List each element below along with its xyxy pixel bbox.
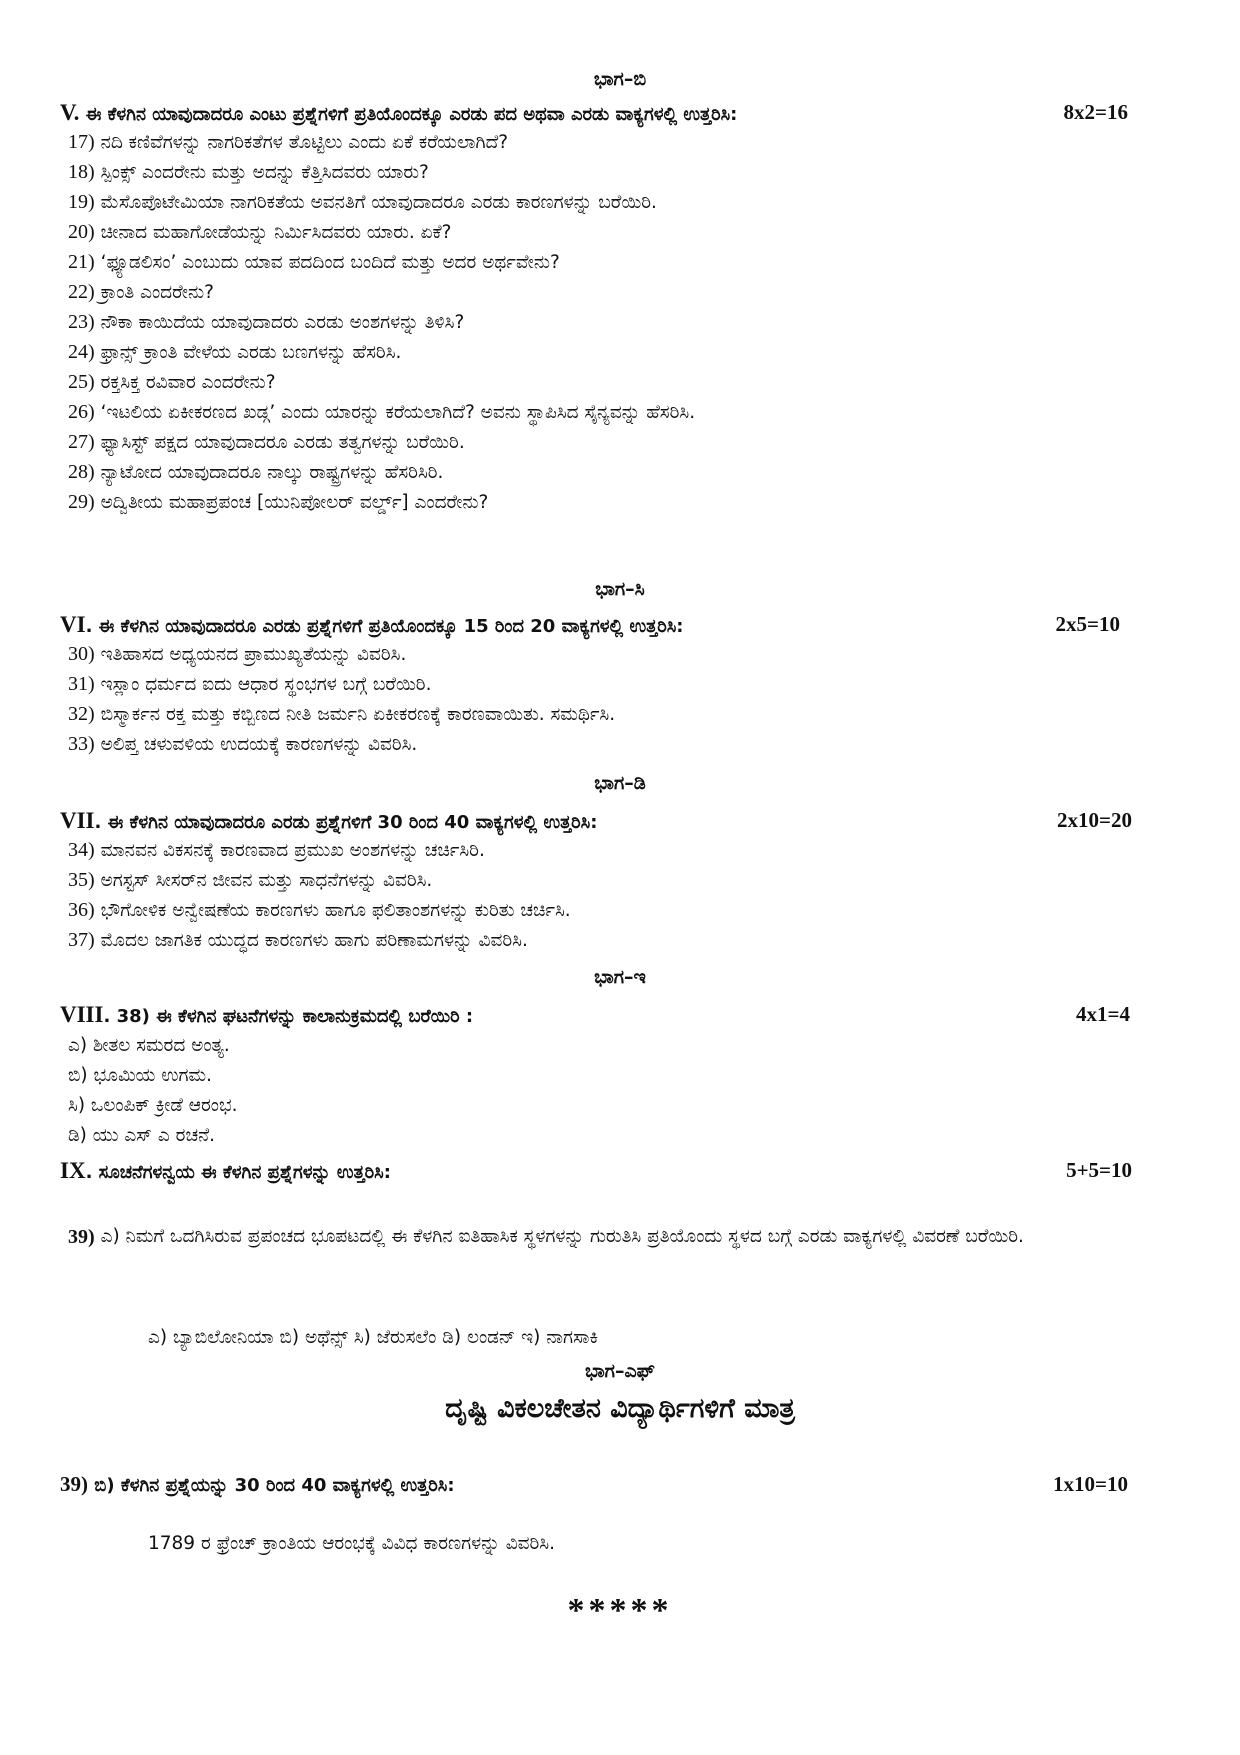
question-number: 37) (68, 929, 95, 951)
question-number: 30) (68, 643, 95, 665)
question-27 (68, 430, 465, 455)
section-v-text: ಈ ಕೆಳಗಿನ ಯಾವುದಾದರೂ ಎಂಟು ಪ್ರಶ್ನೆಗಳಿಗೆ ಪ್ರತಿಯೊಂದಕ್ಕೂ ಎರಡು ಪದ ಅಥವಾ ಎರಡು ವಾಕ್ಯಗಳಲ್ಲಿ ಉತ್ತರಿಸಿ: (85, 104, 738, 125)
question-text: ಬಿ) ಕೆಳಗಿನ ಪ್ರಶ್ನೆಯನ್ನು 30 ರಿಂದ 40 ವಾಕ್ಯಗಳಲ್ಲಿ ಉತ್ತರಿಸಿ: (94, 1475, 455, 1496)
section-vi-text: . ಈ ಕೆಳಗಿನ ಯಾವುದಾದರೂ ಎರಡು ಪ್ರಶ್ನೆಗಳಿಗೆ ಪ್ರತಿಯೊಂದಕ್ಕೂ 15 ರಿಂದ 20 ವಾಕ್ಯಗಳಲ್ಲಿ ಉತ್ತರಿಸಿ: (85, 616, 684, 637)
question-number: 35) (68, 869, 95, 891)
question-text: ಎ) ನಿಮಗೆ ಒದಗಿಸಿರುವ ಪ್ರಪಂಚದ ಭೂಪಟದಲ್ಲಿ ಈ ಕೆಳಗಿನ ಐತಿಹಾಸಿಕ ಸ್ಥಳಗಳನ್ನು ಗುರುತಿಸಿ ಪ್ರತಿಯೊಂದು ಸ್ಥಳದ ಬಗ್ಗೆ ಎರಡು ವಾಕ್ಯಗಳಲ್ಲಿ ವಿವರಣೆ ಬರೆಯಿರಿ. (100, 1226, 1024, 1247)
question-number: 21) (68, 251, 95, 273)
question-23 (68, 310, 464, 335)
question-text: ನದಿ ಕಣಿವೆಗಳನ್ನು ನಾಗರಿಕತೆಗಳ ತೊಟ್ಟಿಲು ಎಂದು ಏಕೆ ಕರೆಯಲಾಗಿದೆ? (100, 132, 509, 153)
question-number: 19) (68, 191, 95, 213)
question-20 (68, 220, 451, 245)
question-number: 24) (68, 341, 95, 363)
question-39b (60, 1472, 1160, 1497)
part-e-heading: ಭಾಗ–ಇ (594, 966, 646, 988)
section-viii-marks: 4x1=4 (1076, 1002, 1130, 1026)
part-c-heading: ಭಾಗ–ಸಿ (595, 578, 645, 600)
question-29 (68, 490, 488, 515)
section-vi-number: VI (60, 612, 86, 637)
chronology-item-d: ಡಿ) ಯು ಎಸ್ ಎ ರಚನೆ. (68, 1125, 215, 1146)
question-text: ಚೀನಾದ ಮಹಾಗೋಡೆಯನ್ನು ನಿರ್ಮಿಸಿದವರು ಯಾರು. ಏಕೆ? (100, 222, 452, 243)
question-24 (68, 340, 401, 365)
chronology-item-a: ಎ) ಶೀತಲ ಸಮರದ ಅಂತ್ಯ. (68, 1035, 230, 1056)
question-number: 32) (68, 703, 95, 725)
question-text: ಬಿಸ್ಮಾರ್ಕನ ರಕ್ತ ಮತ್ತು ಕಬ್ಬಿಣದ ನೀತಿ ಜರ್ಮನಿ ಏಕೀಕರಣಕ್ಕೆ ಕಾರಣವಾಯಿತು. ಸಮರ್ಥಿಸಿ. (100, 704, 616, 725)
question-39b-body: 1789 ರ ಫ್ರೆಂಚ್ ಕ್ರಾಂತಿಯ ಆರಂಭಕ್ಕೆ ವಿವಿಧ ಕಾರಣಗಳನ್ನು ವಿವರಿಸಿ. (148, 1533, 555, 1554)
question-text: ಇಸ್ಲಾಂ ಧರ್ಮದ ಐದು ಆಧಾರ ಸ್ಥಂಭಗಳ ಬಗ್ಗೆ ಬರೆಯಿರಿ. (100, 674, 432, 695)
section-ix-marks: 5+5=10 (1066, 1158, 1132, 1182)
question-17 (68, 130, 508, 155)
question-number: 22) (68, 281, 95, 303)
question-39b-marks: 1x10=10 (1053, 1472, 1128, 1496)
question-text: ಮಾನವನ ವಿಕಸನಕ್ಕೆ ಕಾರಣವಾದ ಪ್ರಮುಖ ಅಂಶಗಳನ್ನು ಚರ್ಚಿಸಿರಿ. (100, 840, 485, 861)
question-number: 31) (68, 673, 95, 695)
section-viii-instruction (60, 1002, 1160, 1028)
question-37 (68, 928, 528, 953)
question-text: ಅಗಸ್ಟಸ್ ಸೀಸರ್‌ನ ಜೀವನ ಮತ್ತು ಸಾಧನೆಗಳನ್ನು ವಿವರಿಸಿ. (100, 870, 433, 891)
section-vi-marks: 2x5=10 (1055, 612, 1120, 636)
section-v-number: V. (60, 100, 80, 125)
question-text: ಕ್ರಾಂತಿ ಎಂದರೇನು? (100, 282, 214, 303)
question-number: 20) (68, 221, 95, 243)
question-text: ಸ್ಪಿಂಕ್ಸ್ ಎಂದರೇನು ಮತ್ತು ಅದನ್ನು ಕೆತ್ತಿಸಿದವರು ಯಾರು? (100, 162, 429, 183)
question-text: ಫ್ರಾನ್ಸ್ ಕ್ರಾಂತಿ ವೇಳೆಯ ಎರಡು ಬಣಗಳನ್ನು ಹೆಸರಿಸಿ. (100, 342, 402, 363)
end-of-paper-marker: ***** (567, 1592, 673, 1629)
question-number: 39) (60, 1472, 88, 1496)
question-30 (68, 642, 406, 667)
section-v-marks: 8x2=16 (1063, 100, 1128, 124)
chronology-item-c: ಸಿ) ಒಲಂಪಿಕ್ ಕ್ರೀಡೆ ಆರಂಭ. (68, 1095, 238, 1116)
section-v-instruction (60, 100, 1160, 126)
question-25 (68, 370, 276, 395)
question-text: ಫ್ಯಾಸಿಸ್ಟ್ ಪಕ್ಷದ ಯಾವುದಾದರೂ ಎರಡು ತತ್ವಗಳನ್ನು ಬರೆಯಿರಿ. (100, 432, 465, 453)
question-22 (68, 280, 214, 305)
question-number: 17) (68, 131, 95, 153)
question-text: ಅದ್ವಿತೀಯ ಮಹಾಪ್ರಪಂಚ [ಯುನಿಪೋಲರ್ ವರ್ಲ್ಡ್] ಎಂದರೇನು? (100, 492, 489, 513)
question-39a (68, 1222, 1168, 1253)
part-f-title: ದೃಷ್ಟಿ ವಿಕಲಚೇತನ ವಿದ್ಯಾರ್ಥಿಗಳಿಗೆ ಮಾತ್ರ (445, 1393, 795, 1424)
section-vii-marks: 2x10=20 (1057, 808, 1132, 832)
question-number: 29) (68, 491, 95, 513)
question-19 (68, 190, 657, 215)
question-number: 23) (68, 311, 95, 333)
section-ix-number: IX (60, 1158, 86, 1183)
question-text: ರಕ್ತಸಿಕ್ತ ರವಿವಾರ ಎಂದರೇನು? (100, 372, 276, 393)
question-text: ‘ಇಟಲಿಯ ಏಕೀಕರಣದ ಖಡ್ಗ’ ಎಂದು ಯಾರನ್ನು ಕರೆಯಲಾಗಿದೆ? ಅವನು ಸ್ಥಾಪಿಸಿದ ಸೈನ್ಯವನ್ನು ಹೆಸರಿಸಿ. (100, 402, 696, 423)
question-26 (68, 400, 695, 425)
section-viii-number: VIII (60, 1002, 104, 1027)
question-34 (68, 838, 485, 863)
question-36 (68, 898, 571, 923)
question-number: 27) (68, 431, 95, 453)
section-vii-number: VII (60, 808, 95, 833)
section-viii-text: . 38) ಈ ಕೆಳಗಿನ ಘಟನೆಗಳನ್ನು ಕಾಲಾನುಕ್ರಮದಲ್ಲಿ ಬರೆಯಿರಿ : (103, 1006, 474, 1027)
question-number: 26) (68, 401, 95, 423)
question-number: 39) (68, 1226, 95, 1248)
question-text: ನೌಕಾ ಕಾಯಿದೆಯ ಯಾವುದಾದರು ಎರಡು ಅಂಶಗಳನ್ನು ತಿಳಿಸಿ? (100, 312, 465, 333)
question-number: 33) (68, 733, 95, 755)
historic-places-list: ಎ) ಬ್ಯಾಬಿಲೋನಿಯಾ ಬಿ) ಅಥೆನ್ಸ್ ಸಿ) ಜೆರುಸಲೆಂ ಡಿ) ಲಂಡನ್ ಇ) ನಾಗಸಾಕಿ (148, 1327, 599, 1348)
question-text: ಭೌಗೋಳಿಕ ಅನ್ವೇಷಣೆಯ ಕಾರಣಗಳು ಹಾಗೂ ಫಲಿತಾಂಶಗಳನ್ನು ಕುರಿತು ಚರ್ಚಿಸಿ. (100, 900, 571, 921)
question-number: 34) (68, 839, 95, 861)
question-31 (68, 672, 431, 697)
question-text: ‘ಫ್ಯೂಡಲಿಸಂ’ ಎಂಬುದು ಯಾವ ಪದದಿಂದ ಬಂದಿದೆ ಮತ್ತು ಅದರ ಅರ್ಥವೇನು? (100, 252, 560, 273)
question-number: 25) (68, 371, 95, 393)
question-text: ಇತಿಹಾಸದ ಅಧ್ಯಯನದ ಪ್ರಾಮುಖ್ಯತೆಯನ್ನು ವಿವರಿಸಿ. (100, 644, 407, 665)
section-ix-text: . ಸೂಚನೆಗಳನ್ವಯ ಈ ಕೆಳಗಿನ ಪ್ರಶ್ನೆಗಳನ್ನು ಉತ್ತರಿಸಿ: (85, 1162, 391, 1183)
question-text: ಮೊದಲ ಜಾಗತಿಕ ಯುದ್ಧದ ಕಾರಣಗಳು ಹಾಗು ಪರಿಣಾಮಗಳನ್ನು ವಿವರಿಸಿ. (100, 930, 528, 951)
question-number: 18) (68, 161, 95, 183)
section-vii-instruction (60, 808, 1160, 834)
question-33 (68, 732, 417, 757)
part-b-heading: ಭಾಗ–ಬಿ (593, 68, 647, 90)
question-text: ನ್ಯಾಟೋದ ಯಾವುದಾದರೂ ನಾಲ್ಕು ರಾಷ್ಟ್ರಗಳನ್ನು ಹೆಸರಿಸಿರಿ. (100, 462, 444, 483)
section-vi-instruction (60, 612, 1160, 638)
question-text: ಅಲಿಪ್ತ ಚಳುವಳಿಯ ಉದಯಕ್ಕೆ ಕಾರಣಗಳನ್ನು ವಿವರಿಸಿ. (100, 734, 418, 755)
chronology-item-b: ಬಿ) ಭೂಮಿಯ ಉಗಮ. (68, 1065, 212, 1086)
section-ix-instruction (60, 1158, 1160, 1184)
question-text: ಮೆಸೊಪೊಟೇಮಿಯಾ ನಾಗರಿಕತೆಯ ಅವನತಿಗೆ ಯಾವುದಾದರೂ ಎರಡು ಕಾರಣಗಳನ್ನು ಬರೆಯಿರಿ. (100, 192, 657, 213)
question-28 (68, 460, 443, 485)
question-32 (68, 702, 615, 727)
question-21 (68, 250, 560, 275)
part-d-heading: ಭಾಗ–ಡಿ (594, 772, 646, 794)
section-vii-text: . ಈ ಕೆಳಗಿನ ಯಾವುದಾದರೂ ಎರಡು ಪ್ರಶ್ನೆಗಳಿಗೆ 30 ರಿಂದ 40 ವಾಕ್ಯಗಳಲ್ಲಿ ಉತ್ತರಿಸಿ: (94, 812, 598, 833)
question-18 (68, 160, 429, 185)
part-f-heading: ಭಾಗ–ಎಫ್ (585, 1360, 655, 1382)
question-number: 36) (68, 899, 95, 921)
question-number: 28) (68, 461, 95, 483)
question-35 (68, 868, 432, 893)
